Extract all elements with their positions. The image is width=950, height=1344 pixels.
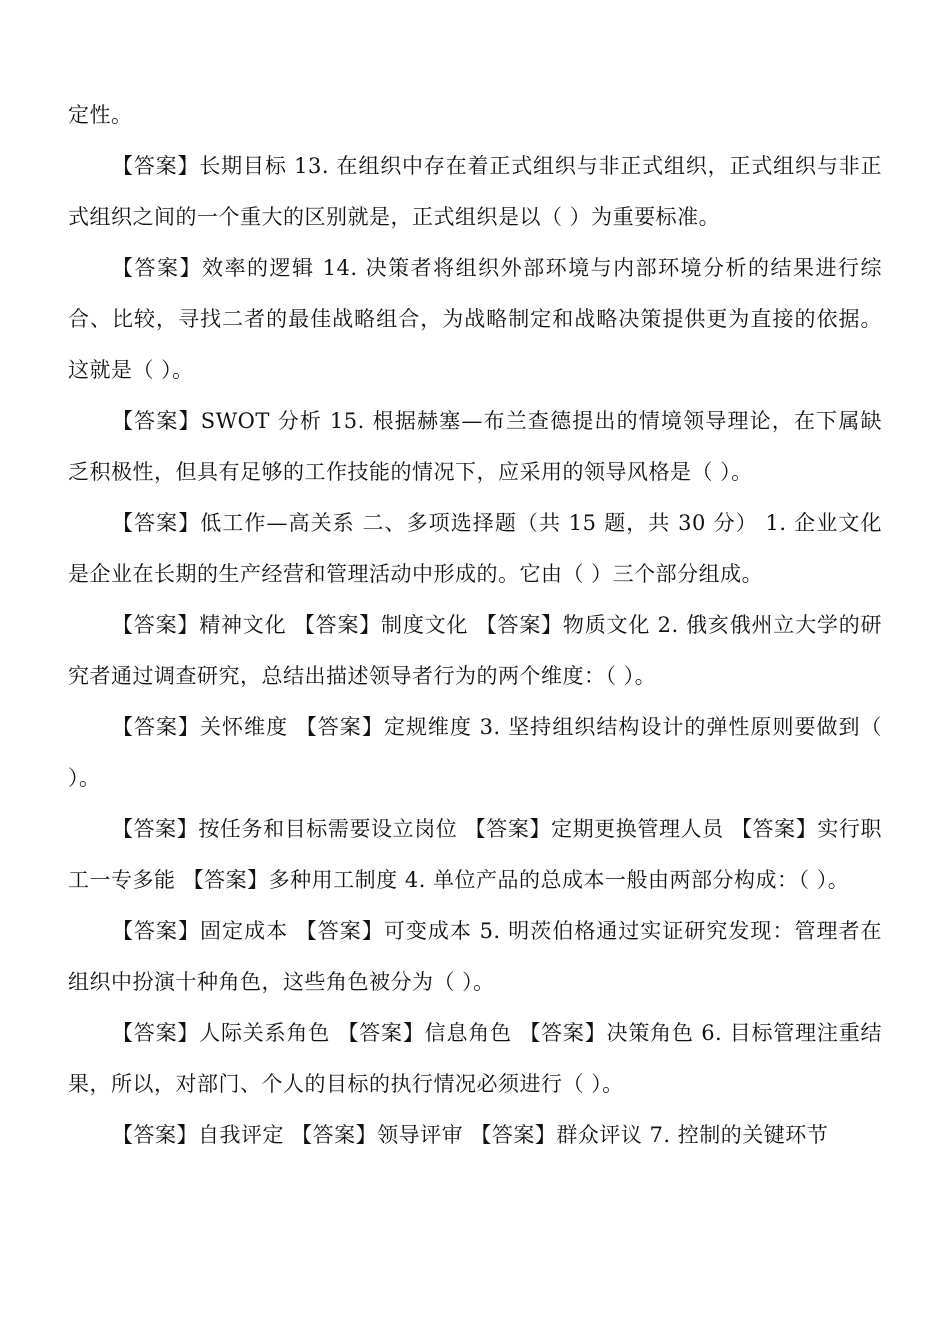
answer-paragraph: 【答案】效率的逻辑 14. 决策者将组织外部环境与内部环境分析的结果进行综合、比较，寻找二者的最佳战略组合，为战略制定和战略决策提供更为直接的依据。这就是（ ）。	[68, 256, 882, 382]
answer-paragraph: 【答案】SWOT 分析 15. 根据赫塞—布兰查德提出的情境领导理论，在下属缺乏积极性，但具有足够的工作技能的情况下，应采用的领导风格是（ ）。	[68, 409, 882, 484]
answer-paragraph: 【答案】按任务和目标需要设立岗位 【答案】定期更换管理人员 【答案】实行职工一专多能 【答案】多种用工制度 4. 单位产品的总成本一般由两部分构成：（ ）。	[68, 817, 882, 892]
answer-paragraph: 【答案】固定成本 【答案】可变成本 5. 明茨伯格通过实证研究发现：管理者在组织中扮演十种角色，这些角色被分为（ ）。	[68, 919, 882, 994]
answer-paragraph: 【答案】自我评定 【答案】领导评审 【答案】群众评议 7. 控制的关键环节	[112, 1123, 829, 1147]
answer-paragraph: 【答案】关怀维度 【答案】定规维度 3. 坚持组织结构设计的弹性原则要做到（ ）。	[68, 715, 882, 790]
answer-paragraph: 【答案】精神文化 【答案】制度文化 【答案】物质文化 2. 俄亥俄州立大学的研究者通过调查研究，总结出描述领导者行为的两个维度：（ ）。	[68, 613, 882, 688]
paragraph-continuation: 定性。	[68, 103, 133, 127]
answer-paragraph: 【答案】长期目标 13. 在组织中存在着正式组织与非正式组织，正式组织与非正式组织之间的一个重大的区别就是，正式组织是以（ ）为重要标准。	[68, 154, 882, 229]
answer-paragraph: 【答案】人际关系角色 【答案】信息角色 【答案】决策角色 6. 目标管理注重结果，所以，对部门、个人的目标的执行情况必须进行（ ）。	[68, 1021, 882, 1096]
document-body	[68, 90, 882, 1161]
answer-paragraph: 【答案】低工作—高关系 二、多项选择题（共 15 题，共 30 分） 1. 企业文化是企业在长期的生产经营和管理活动中形成的。它由（ ）三个部分组成。	[68, 511, 882, 586]
